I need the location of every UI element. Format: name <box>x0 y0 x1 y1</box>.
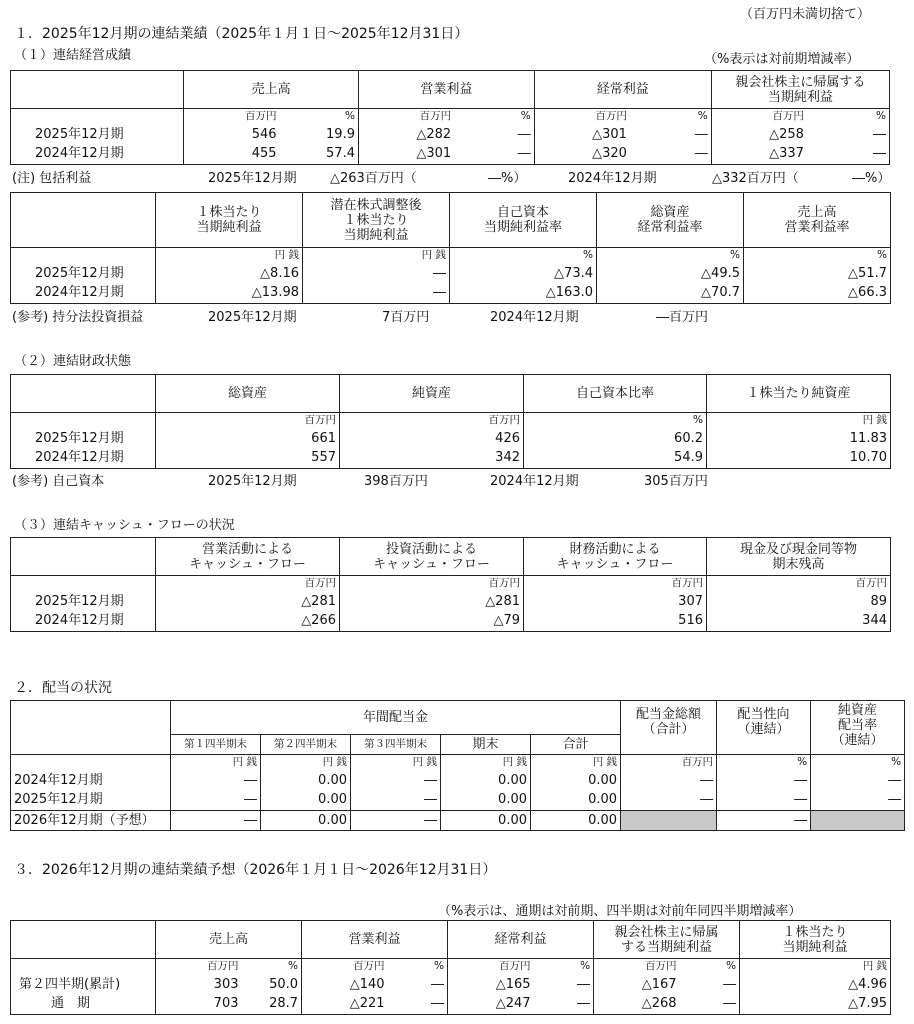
unit-cell: 円 銭 <box>740 959 891 975</box>
unit-cell: 円 銭 <box>441 755 531 771</box>
row-label: 2024年12月期 <box>11 144 184 164</box>
note-value: ―%） <box>488 171 527 186</box>
value-cell: 0.00 <box>261 810 351 830</box>
col-header-payout-ratio: 配当性向 （連結） <box>717 701 811 755</box>
value-cell: △167 <box>594 974 680 994</box>
unit-cell: % <box>288 960 299 972</box>
value-cell: 19.9 <box>326 126 355 142</box>
header-corner <box>11 538 156 576</box>
row-label: 2026年12月期（予想） <box>11 810 171 830</box>
row-label: 2024年12月期 <box>11 448 156 468</box>
subsection-3-title: （３）連結キャッシュ・フローの状況 <box>14 518 235 533</box>
unit-row-label <box>11 576 156 592</box>
unit-cell: 百万円 <box>340 576 524 592</box>
unit-cell: 百万円 <box>524 576 707 592</box>
table-row-forecast <box>11 810 905 830</box>
value-cell: △79 <box>340 611 524 631</box>
unit-cell: 円 銭 <box>303 248 450 264</box>
unit-cell: % <box>717 755 811 771</box>
value-cell: △301 <box>358 144 454 164</box>
note-value: 305百万円 <box>644 474 708 489</box>
operating-results-table <box>10 70 890 165</box>
value-cell: △301 <box>534 124 630 144</box>
row-label: 2025年12月期 <box>11 591 156 611</box>
col-header-q2: 第２四半期末 <box>261 735 351 755</box>
note-value: 7百万円 <box>382 310 430 325</box>
col-header-operating-profit: 営業利益 <box>302 921 448 959</box>
value-cell: 516 <box>524 611 707 631</box>
value-cell: 57.4 <box>326 146 355 162</box>
row-label: 2024年12月期 <box>11 770 171 790</box>
row-label: 通 期 <box>11 994 156 1014</box>
unit-cell: % <box>450 248 597 264</box>
value-cell: 546 <box>184 124 280 144</box>
header-corner <box>11 375 156 413</box>
unit-note: （百万円未満切捨て） <box>740 7 871 22</box>
col-header-q1: 第１四半期末 <box>171 735 261 755</box>
header-corner <box>11 193 156 248</box>
value-cell: ― <box>807 144 890 164</box>
value-cell: 0.00 <box>531 770 621 790</box>
header-corner <box>11 701 171 755</box>
row-label: 2025年12月期 <box>11 428 156 448</box>
header-corner <box>11 71 184 109</box>
unit-cell: 円 銭 <box>171 755 261 771</box>
unit-cell: % <box>520 110 531 122</box>
note-value: △263百万円（ <box>330 171 417 186</box>
col-header-roa: 総資産 経常利益率 <box>597 193 744 248</box>
value-cell: △221 <box>302 994 388 1014</box>
value-cell: 344 <box>707 611 891 631</box>
value-cell: △66.3 <box>744 283 891 303</box>
value-cell: ― <box>621 790 717 810</box>
subsection-2-title: （２）連結財政状態 <box>14 354 132 369</box>
table-row <box>11 591 891 611</box>
col-header-operating-profit: 営業利益 <box>358 71 534 109</box>
section-3-title: ３．2026年12月期の連結業績予想（2026年１月１日～2026年12月31日） <box>14 862 497 878</box>
value-cell: △266 <box>156 611 340 631</box>
unit-cell: % <box>597 248 744 264</box>
equity-method-label: (参考) 持分法投資損益 <box>12 310 144 325</box>
value-cell: △51.7 <box>744 263 891 283</box>
value-cell: 11.83 <box>707 428 891 448</box>
dividend-table <box>10 700 905 831</box>
value-cell: ― <box>517 146 531 162</box>
unit-cell: 百万円 <box>707 576 891 592</box>
value-cell: △49.5 <box>597 263 744 283</box>
unit-cell: % <box>524 413 707 429</box>
unit-cell: % <box>726 960 737 972</box>
value-cell: 703 <box>156 994 242 1014</box>
col-header-year-end: 期末 <box>441 735 531 755</box>
value-cell: 0.00 <box>441 790 531 810</box>
col-header-total-assets: 総資産 <box>156 375 340 413</box>
unit-cell: 百万円 <box>302 959 388 975</box>
row-label: 2024年12月期 <box>11 283 156 303</box>
table-row <box>11 974 891 994</box>
cash-flow-table <box>10 537 891 632</box>
value-cell: △13.98 <box>156 283 303 303</box>
row-label: 2025年12月期 <box>11 124 184 144</box>
col-header-eps: １株当たり 当期純利益 <box>156 193 303 248</box>
value-cell: 54.9 <box>524 448 707 468</box>
table-row <box>11 283 891 303</box>
note-period: 2024年12月期 <box>490 474 579 489</box>
value-cell: 0.00 <box>261 790 351 810</box>
unit-cell: % <box>697 110 708 122</box>
value-cell: 0.00 <box>261 770 351 790</box>
value-cell: △163.0 <box>450 283 597 303</box>
subsection-1-title: （１）連結経営成績 <box>14 48 132 63</box>
value-cell: 307 <box>524 591 707 611</box>
value-cell: ― <box>694 126 708 142</box>
unit-cell: 百万円 <box>594 959 680 975</box>
note-value: △332百万円（ <box>712 171 799 186</box>
unit-cell: 百万円 <box>711 109 807 125</box>
value-cell: 0.00 <box>441 810 531 830</box>
value-cell: ― <box>723 976 737 992</box>
col-header-equity-ratio: 自己資本比率 <box>524 375 707 413</box>
col-header-cash-balance: 現金及び現金同等物 期末残高 <box>707 538 891 576</box>
col-header-roe: 自己資本 当期純利益率 <box>450 193 597 248</box>
value-cell: ― <box>717 810 811 830</box>
col-header-diluted-eps: 潜在株式調整後 １株当たり 当期純利益 <box>303 193 450 248</box>
unit-row-label <box>11 109 184 125</box>
value-cell: ― <box>171 790 261 810</box>
note-period: 2024年12月期 <box>568 171 657 186</box>
unit-row-label <box>11 755 171 771</box>
note-period: 2024年12月期 <box>490 310 579 325</box>
col-header-operating-cf: 営業活動による キャッシュ・フロー <box>156 538 340 576</box>
value-cell: △282 <box>358 124 454 144</box>
col-header-total: 合計 <box>531 735 621 755</box>
value-cell: △140 <box>302 974 388 994</box>
col-header-sales: 売上高 <box>156 921 302 959</box>
forecast-percent-note: （%表示は、通期は対前期、四半期は対前年同四半期増減率） <box>438 904 802 919</box>
percent-note: （%表示は対前期増減率） <box>704 52 860 67</box>
unit-cell: % <box>807 109 890 125</box>
col-header-bps: １株当たり純資産 <box>707 375 891 413</box>
value-cell: 28.7 <box>269 996 299 1012</box>
unit-cell: 円 銭 <box>351 755 441 771</box>
unit-row-label <box>11 248 156 264</box>
row-label: 2025年12月期 <box>11 263 156 283</box>
value-cell: 10.70 <box>707 448 891 468</box>
financial-position-table <box>10 374 891 469</box>
value-cell: ― <box>621 770 717 790</box>
value-cell: ― <box>811 790 905 810</box>
col-group-annual-dividend: 年間配当金 <box>171 701 621 735</box>
value-cell: △281 <box>340 591 524 611</box>
unit-cell: 円 銭 <box>261 755 351 771</box>
value-cell: ― <box>577 996 591 1012</box>
col-header-investing-cf: 投資活動による キャッシュ・フロー <box>340 538 524 576</box>
shaded-cell <box>621 810 717 830</box>
per-share-metrics-table <box>10 192 891 304</box>
unit-cell: 百万円 <box>156 413 340 429</box>
header-corner <box>11 921 156 959</box>
value-cell: 342 <box>340 448 524 468</box>
unit-cell: 円 銭 <box>531 755 621 771</box>
table-row <box>11 994 891 1014</box>
value-cell: 0.00 <box>531 790 621 810</box>
value-cell: △73.4 <box>450 263 597 283</box>
row-label: 2025年12月期 <box>11 790 171 810</box>
value-cell: ― <box>723 996 737 1012</box>
note-period: 2025年12月期 <box>208 474 297 489</box>
value-cell: ― <box>351 810 441 830</box>
value-cell: ― <box>694 146 708 162</box>
value-cell: △4.96 <box>740 974 891 994</box>
col-header-ordinary-profit: 経常利益 <box>448 921 594 959</box>
value-cell: ― <box>717 770 811 790</box>
value-cell: △258 <box>711 124 807 144</box>
table-row <box>11 144 890 164</box>
table-row <box>11 790 905 810</box>
col-header-total-dividend: 配当金総額 （合計） <box>621 701 717 755</box>
table-row <box>11 428 891 448</box>
value-cell: ― <box>171 770 261 790</box>
value-cell: △281 <box>156 591 340 611</box>
equity-capital-label: (参考) 自己資本 <box>12 474 105 489</box>
value-cell: 60.2 <box>524 428 707 448</box>
section-1-title: １．2025年12月期の連結業績（2025年１月１日～2025年12月31日） <box>14 26 469 42</box>
table-row <box>11 770 905 790</box>
table-row <box>11 263 891 283</box>
col-header-financing-cf: 財務活動による キャッシュ・フロー <box>524 538 707 576</box>
value-cell: 50.0 <box>269 976 299 992</box>
unit-row-label <box>11 959 156 975</box>
value-cell: 0.00 <box>531 810 621 830</box>
unit-cell: 円 銭 <box>707 413 891 429</box>
value-cell: ― <box>811 770 905 790</box>
col-header-operating-margin: 売上高 営業利益率 <box>744 193 891 248</box>
value-cell: 303 <box>156 974 242 994</box>
value-cell: ― <box>171 810 261 830</box>
unit-cell: 百万円 <box>448 959 534 975</box>
unit-cell: % <box>811 755 905 771</box>
value-cell: ― <box>807 124 890 144</box>
value-cell: △7.95 <box>740 994 891 1014</box>
note-value: 398百万円 <box>364 474 428 489</box>
col-header-sales: 売上高 <box>184 71 359 109</box>
value-cell: △165 <box>448 974 534 994</box>
col-header-eps: １株当たり 当期純利益 <box>740 921 891 959</box>
unit-cell: % <box>434 960 445 972</box>
col-header-net-income: 親会社株主に帰属 する当期純利益 <box>594 921 740 959</box>
value-cell: 661 <box>156 428 340 448</box>
value-cell: 89 <box>707 591 891 611</box>
unit-cell: 百万円 <box>621 755 717 771</box>
value-cell: △70.7 <box>597 283 744 303</box>
value-cell: ― <box>517 126 531 142</box>
col-header-net-income: 親会社株主に帰属する 当期純利益 <box>711 71 889 109</box>
section-2-title: ２．配当の状況 <box>14 680 112 696</box>
value-cell: △247 <box>448 994 534 1014</box>
unit-cell: 百万円 <box>156 959 242 975</box>
value-cell: △337 <box>711 144 807 164</box>
col-header-net-assets: 純資産 <box>340 375 524 413</box>
note-period: 2025年12月期 <box>208 310 297 325</box>
forecast-table <box>10 920 891 1015</box>
value-cell: 0.00 <box>441 770 531 790</box>
note-value: ―百万円 <box>656 310 709 325</box>
note-value: ―%） <box>852 171 891 186</box>
value-cell: △8.16 <box>156 263 303 283</box>
col-header-ordinary-profit: 経常利益 <box>534 71 711 109</box>
unit-cell: % <box>744 248 891 264</box>
col-header-doe: 純資産 配当率 （連結） <box>811 701 905 755</box>
shaded-cell <box>811 810 905 830</box>
table-row <box>11 611 891 631</box>
unit-cell: 百万円 <box>534 109 630 125</box>
value-cell: ― <box>431 996 445 1012</box>
unit-cell: 円 銭 <box>156 248 303 264</box>
unit-cell: 百万円 <box>156 576 340 592</box>
unit-cell: % <box>580 960 591 972</box>
table-row <box>11 124 890 144</box>
unit-row-label <box>11 413 156 429</box>
value-cell: ― <box>351 790 441 810</box>
col-header-q3: 第３四半期末 <box>351 735 441 755</box>
row-label: 第２四半期(累計) <box>11 974 156 994</box>
value-cell: ― <box>717 790 811 810</box>
value-cell: ― <box>303 263 450 283</box>
note-period: 2025年12月期 <box>208 171 297 186</box>
value-cell: 455 <box>184 144 280 164</box>
value-cell: 557 <box>156 448 340 468</box>
unit-cell: % <box>345 110 355 122</box>
value-cell: △268 <box>594 994 680 1014</box>
row-label: 2024年12月期 <box>11 611 156 631</box>
value-cell: ― <box>303 283 450 303</box>
comprehensive-income-label: (注) 包括利益 <box>12 171 92 186</box>
value-cell: 426 <box>340 428 524 448</box>
value-cell: △320 <box>534 144 630 164</box>
value-cell: ― <box>577 976 591 992</box>
unit-cell: 百万円 <box>340 413 524 429</box>
value-cell: ― <box>351 770 441 790</box>
value-cell: ― <box>431 976 445 992</box>
table-row <box>11 448 891 468</box>
unit-cell: 百万円 <box>358 109 454 125</box>
unit-cell: 百万円 <box>184 109 280 125</box>
